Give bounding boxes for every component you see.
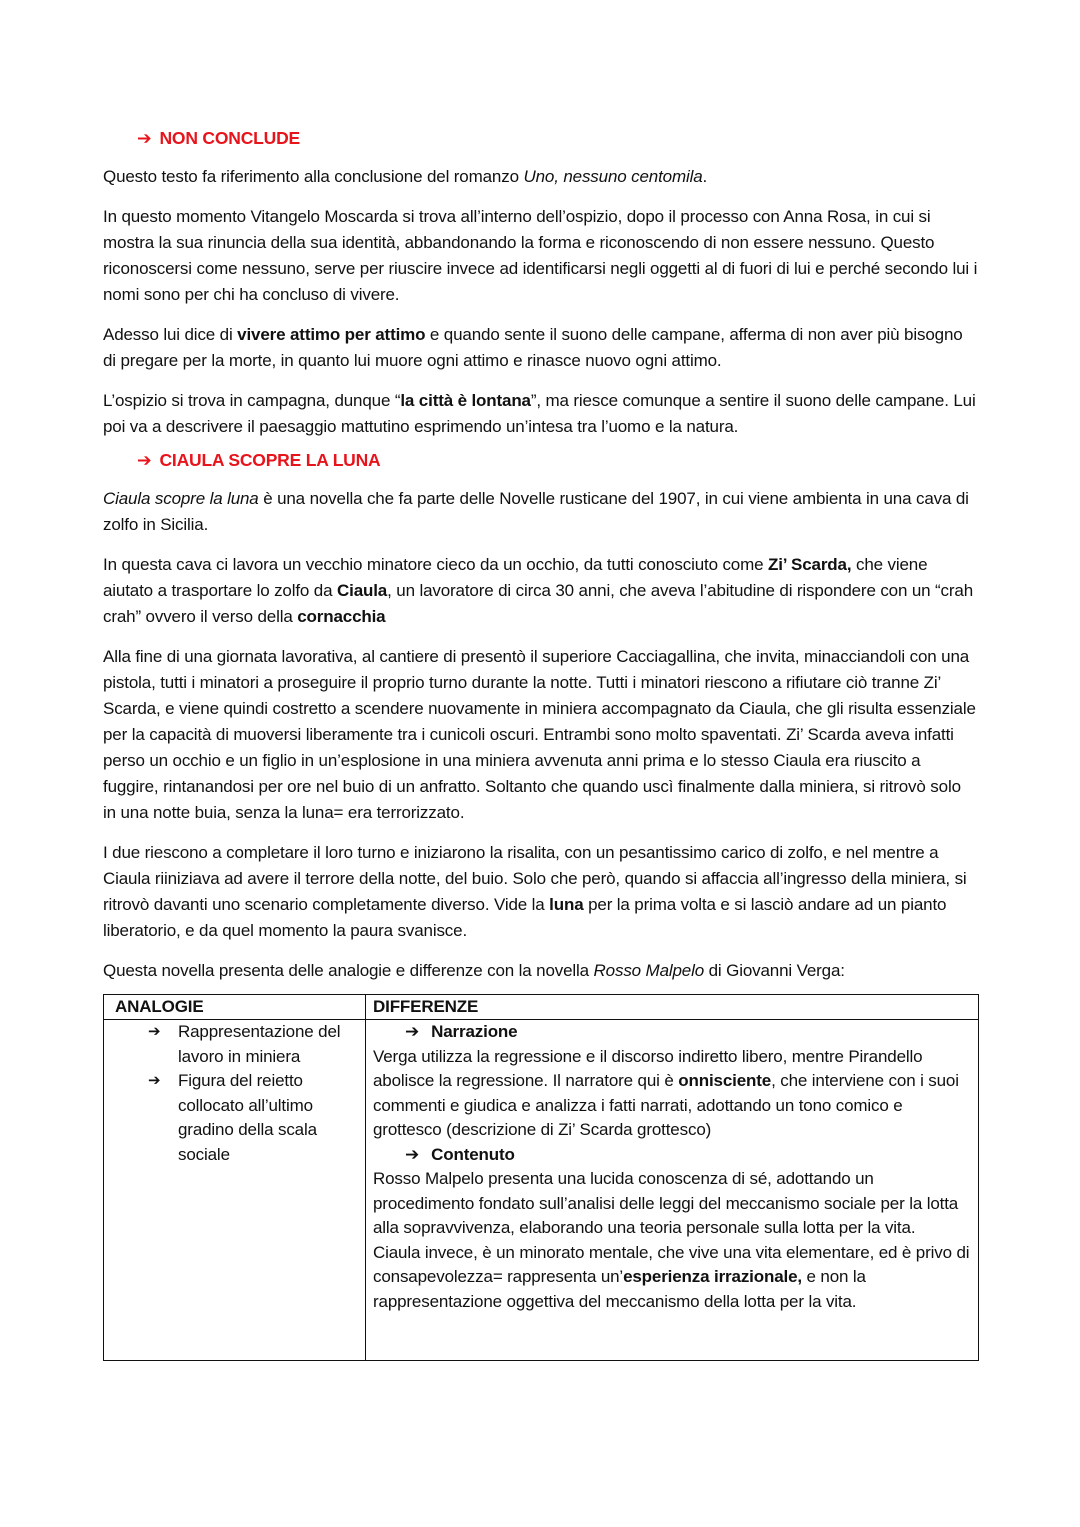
paragraph: Ciaula scopre la luna è una novella che fa parte delle Novelle rusticane del 1907, in cui viene ambienta in una cava di zolfo in Sicilia.	[103, 489, 969, 534]
contenuto-text: Rosso Malpelo presenta una lucida conoscenza di sé, adottando un procedimento fondato sull’analisi delle leggi del meccanismo sociale per la lotta alla sopravvivenza, elaborando una teoria personale sulla lotta per la vita.	[373, 1169, 959, 1237]
paragraph: In questo momento Vitangelo Moscarda si trova all’interno dell’ospizio, dopo il processo con Anna Rosa, in cui si mostra la sua rinuncia della sua identità, abbandonando la forma e riconoscendo di non essere nessuno. Questo riconoscersi come nessuno, serve per riuscire invece ad identificarsi negli oggetti al di fuori di lui e perché secondo lui i nomi sono per chi ha concluso di vivere.	[103, 207, 978, 304]
table-header-row	[104, 995, 979, 1020]
arrow-icon: ➔	[137, 450, 152, 470]
paragraph: I due riescono a completare il loro turno e iniziarono la risalita, con un pesantissimo carico di zolfo, e nel mentre a Ciaula riiniziava ad avere il terrore della notte, del buio. Solo che però, quando si affaccia all’ingresso della miniera, si ritrovò davanti uno scenario completamente diverso. Vide la luna per la prima volta e si lasciò andare ad un pianto liberatorio, e da quel momento la paura svanisce.	[103, 843, 967, 940]
column-header-analogie: ANALOGIE	[104, 995, 366, 1020]
paragraph: In questa cava ci lavora un vecchio minatore cieco da un occhio, da tutti conosciuto come Zi’ Scarda, che viene aiutato a trasportare lo zolfo da Ciaula, un lavoratore di circa 30 anni, che aveva l’abitudine di rispondere con un “crah crah” ovvero il verso della cornacchia	[103, 555, 974, 626]
analogie-cell	[104, 1020, 366, 1361]
list-item: ➔ Figura del reietto collocato all’ultimo gradino della scala sociale	[148, 1069, 359, 1167]
table-row	[104, 1020, 979, 1361]
paragraph: Questo testo fa riferimento alla conclusione del romanzo Uno, nessuno centomila.	[103, 167, 708, 186]
paragraph: Alla fine di una giornata lavorativa, al cantiere di presentò il superiore Cacciagallina, che invita, minacciandoli con una pistola, tutti i minatori a proseguire il proprio turno durante la notte. Tutti i minatori riescono a rifiutare ciò tranne Zi’ Scarda, e viene quindi costretto a scendere nuovamente in miniera accompagnato da Ciaula, che gli risulta essenziale per la capacità di muoversi liberamente tra i cunicoli oscuri. Entrambi sono molto spaventati. Zi’ Scarda aveva infatti perso un occhio e un figlio in un’esplosione in una miniera avvenuta anni prima e lo stesso Ciaula era riuscito a fuggire, rintanandosi per ore nel buio di un anfratto. Soltanto che quando uscì finalmente dalla miniera, si ritrovò solo in una notte buia, senza la luna= era terrorizzato.	[103, 647, 976, 822]
analogie-list	[115, 1020, 359, 1167]
subheading-narrazione: ➔ Narrazione	[405, 1022, 518, 1041]
subheading-contenuto: ➔ Contenuto	[405, 1144, 515, 1164]
list-item: ➔ Rappresentazione del lavoro in miniera	[148, 1020, 359, 1069]
section-heading-ciaula: ➔ CIAULA SCOPRE LA LUNA	[137, 450, 381, 470]
arrow-icon: ➔	[405, 1022, 420, 1041]
comparison-table	[103, 994, 979, 1361]
paragraph: Adesso lui dice di vivere attimo per attimo e quando sente il suono delle campane, afferma di non aver più bisogno di pregare per la morte, in quanto lui muore ogni attimo e rinasce nuovo ogni attimo.	[103, 325, 963, 370]
narrazione-text: Verga utilizza la regressione e il discorso indiretto libero, mentre Pirandello abolisce la regressione. Il narratore qui è onnisciente, che interviene con i suoi commenti e giudica e analizza i fatti narrati, adottando un tono comico e grottesco (descrizione di Zi’ Scarda grottesco)	[373, 1046, 959, 1139]
differenze-cell	[366, 1020, 979, 1361]
arrow-icon: ➔	[405, 1144, 420, 1164]
paragraph: L’ospizio si trova in campagna, dunque “la città è lontana”, ma riesce comunque a sentire il suono delle campane. Lui poi va a descrivere il paesaggio mattutino esprimendo un’intesa tra l’uomo e la natura.	[103, 391, 976, 436]
column-header-differenze: DIFFERENZE	[366, 995, 979, 1020]
contenuto-text-2: Ciaula invece, è un minorato mentale, che vive una vita elementare, ed è privo di consapevolezza= rappresenta un’esperienza irrazionale, e non la rappresentazione oggettiva del meccanismo della lotta per la vita.	[373, 1242, 970, 1311]
arrow-icon: ➔	[137, 128, 152, 148]
paragraph: Questa novella presenta delle analogie e differenze con la novella Rosso Malpelo di Giovanni Verga:	[103, 961, 845, 980]
document-page	[103, 128, 978, 1361]
section-heading-non-conclude: ➔ NON CONCLUDE	[137, 128, 300, 148]
